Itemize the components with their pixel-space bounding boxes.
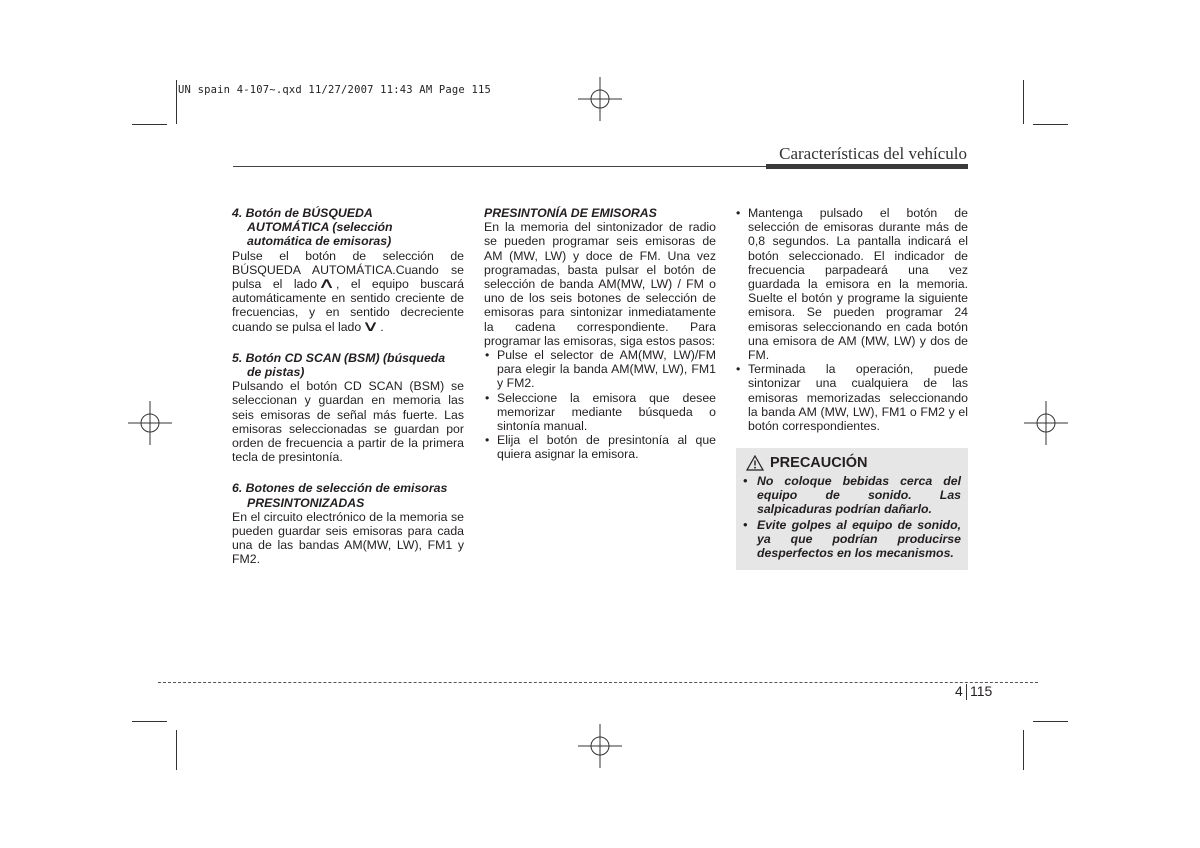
chapter-number: 4 <box>955 683 963 699</box>
footer-rule <box>158 682 1038 683</box>
page-number-divider <box>966 684 967 700</box>
crop-mark <box>176 80 177 124</box>
section-6-body: En el circuito electrónico de la memoria se pueden guardar seis emisoras para cada una de las bandas AM(MW, LW), FM1 y FM2. <box>232 509 464 567</box>
header-bar <box>766 164 968 169</box>
crop-mark <box>176 730 177 770</box>
registration-mark-icon <box>578 77 622 121</box>
seek-down-icon: ∨ <box>361 317 380 335</box>
column-right <box>735 206 968 433</box>
presets-steps <box>484 348 716 462</box>
section-5-title: 5. Botón CD SCAN (BSM) (búsqueda de pistas) <box>232 350 446 380</box>
registration-mark-icon <box>128 401 172 445</box>
column-middle <box>484 206 716 462</box>
crop-mark <box>1023 80 1024 124</box>
section-5-body: Pulsando el botón CD SCAN (BSM) se seleccionan y guardan en memoria las seis emisoras de señal más fuerte. Las emisoras seleccionadas se guardan por orden de frecuencia a partir de la primera tecla de presintonía. <box>232 379 464 465</box>
warning-icon <box>746 455 764 471</box>
list-item: • Mantenga pulsado el botón de selección de emisoras durante más de 0,8 segundos. La pantalla indicará el botón seleccionado. El indicador de frecuencia parpadeará una vez guardada la emisora en la memoria. Suelte el botón y programe la siguiente emisora. Se pueden programar 24 emisoras seleccionando en cada botón una emisora de AM (MW, LW) y dos de FM. <box>735 206 968 362</box>
running-header-title: Características del vehículo <box>779 144 967 163</box>
presets-body: En la memoria del sintonizador de radio se pueden programar seis emisoras de AM (MW, LW) y doce de FM. Una vez programadas, basta pulsar el botón de selección de banda AM(MW, LW) / FM o uno de los seis botones de selección de emisoras para sintonizar inmediatamente la cadena correspondiente. Para programar las emisoras, siga estos pasos: <box>484 220 716 348</box>
print-slug: UN spain 4-107~.qxd 11/27/2007 11:43 AM Page 115 <box>178 84 492 96</box>
registration-mark-icon <box>1024 401 1068 445</box>
presets-title: PRESINTONÍA DE EMISORAS <box>484 206 657 220</box>
caution-item: • No coloque bebidas cerca del equipo de sonido. Las salpicaduras podrían dañarlo. <box>743 474 961 516</box>
caution-title: PRECAUCIÓN <box>746 455 961 471</box>
caution-list <box>743 474 961 560</box>
section-4-body: Pulse el botón de selección de BÚSQUEDA AUTOMÁTICA.Cuando se pulsa el lado∧, el equipo buscará automáticamente en sentido creciente de frecuencias, y en sentido decreciente cuando se pulsa el lado∨. <box>232 248 464 335</box>
page-number: 115 <box>970 683 993 699</box>
crop-mark <box>132 721 167 722</box>
list-item: • Terminada la operación, puede sintonizar una cualquiera de las emisoras memorizadas seleccionando la banda AM (MW, LW), FM1 o FM2 y el botón correspondientes. <box>735 362 968 433</box>
list-item: • Pulse el selector de AM(MW, LW)/FM para elegir la banda AM(MW, LW), FM1 y FM2. <box>484 348 716 391</box>
caution-box <box>736 448 968 570</box>
registration-mark-icon <box>578 724 622 768</box>
presets-steps-continued <box>735 206 968 433</box>
header-rule <box>233 166 766 167</box>
crop-mark <box>1023 730 1024 770</box>
seek-up-icon: ∧ <box>317 275 336 293</box>
column-left <box>232 206 464 567</box>
crop-mark <box>1033 124 1068 125</box>
caution-item: • Evite golpes al equipo de sonido, ya que podrían producirse desperfectos en los mecanismos. <box>743 518 961 560</box>
crop-mark <box>132 124 167 125</box>
section-4-title: 4. Botón de BÚSQUEDA AUTOMÁTICA (selección automática de emisoras) <box>232 206 393 249</box>
section-6-title: 6. Botones de selección de emisoras PRESINTONIZADAS <box>232 481 448 510</box>
crop-mark <box>1033 721 1068 722</box>
list-item: • Seleccione la emisora que desee memorizar mediante búsqueda o sintonía manual. <box>484 391 716 434</box>
list-item: • Elija el botón de presintonía al que quiera asignar la emisora. <box>484 433 716 461</box>
